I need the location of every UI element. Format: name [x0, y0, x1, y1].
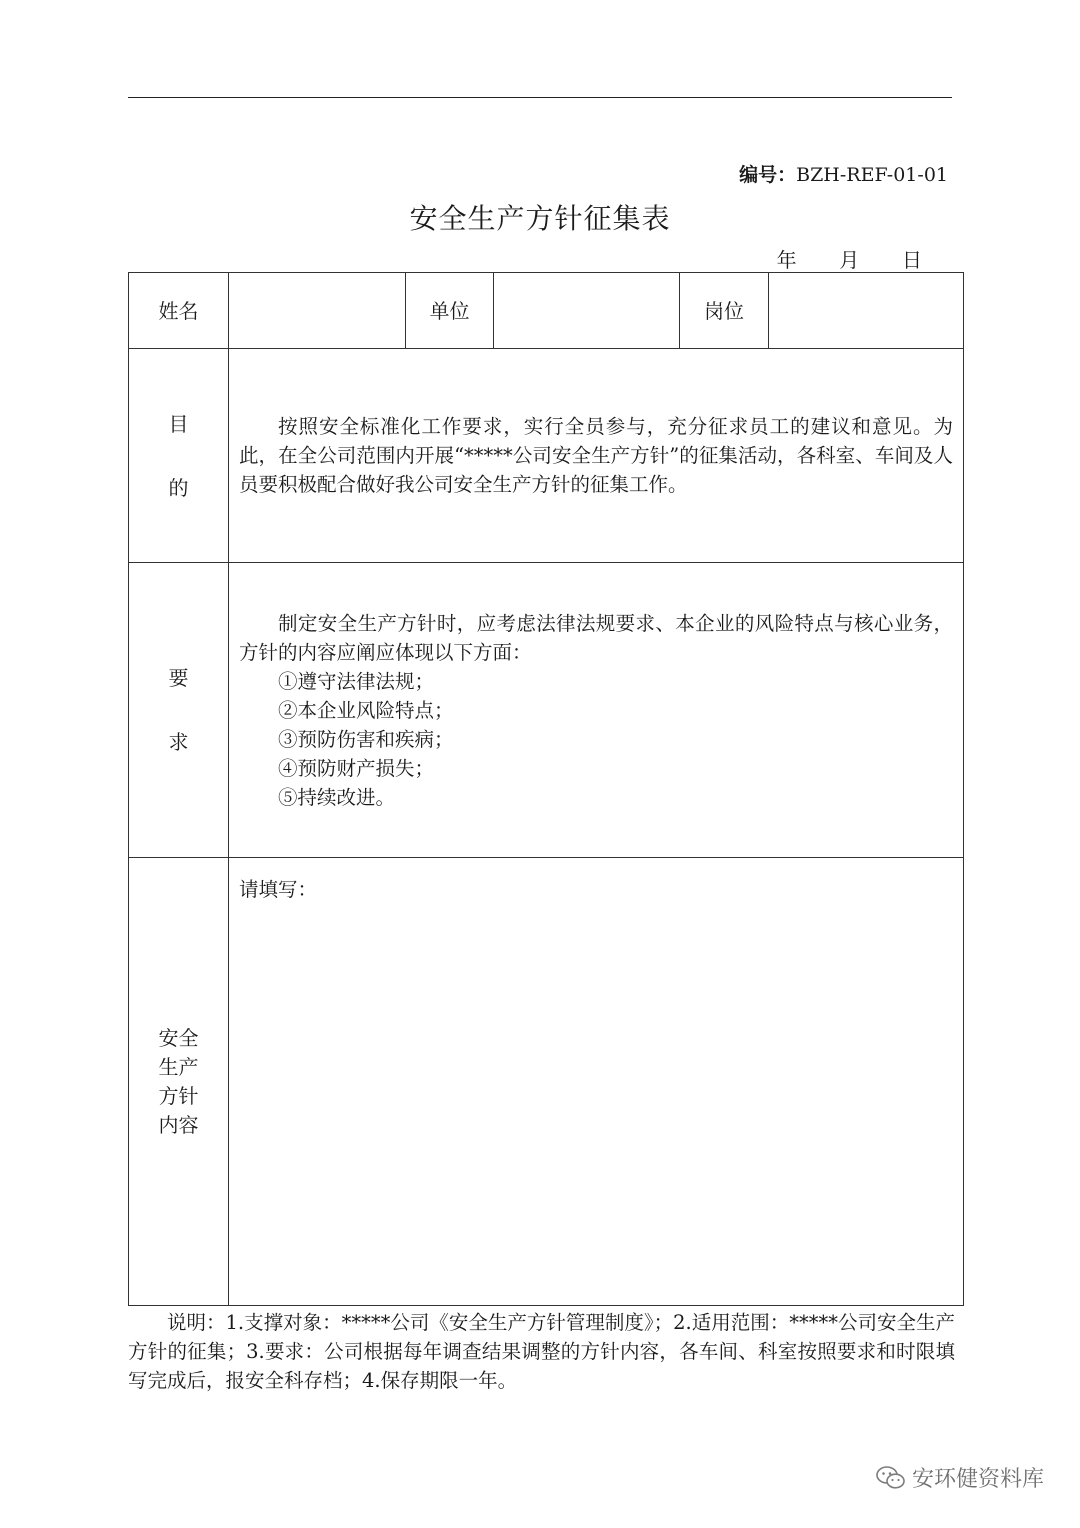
- header-rule: [128, 97, 952, 98]
- name-label: 姓名: [129, 273, 229, 349]
- purpose-text: 按照安全标准化工作要求，实行全员参与，充分征求员工的建议和意见。为此，在全公司范围内开展“*****公司安全生产方针”的征集活动，各科室、车间及人员要积极配合做好我公司安全生产方针的征集工作。: [239, 415, 953, 496]
- purpose-label-char: 目: [168, 411, 189, 436]
- document-code-label: 编号：: [739, 164, 797, 186]
- purpose-row: [129, 349, 964, 563]
- post-label: 岗位: [680, 273, 769, 349]
- unit-label: 单位: [406, 273, 494, 349]
- basic-info-row: [129, 273, 964, 349]
- requirement-item: ⑤持续改进。: [278, 785, 396, 809]
- watermark-text: 安环健资料库: [911, 1467, 1044, 1492]
- date-year-label: 年: [776, 248, 797, 272]
- unit-field[interactable]: [494, 273, 680, 349]
- purpose-text-cell: [229, 349, 964, 563]
- requirement-item: ③预防伤害和疾病；: [278, 727, 454, 751]
- requirements-label-char: 要: [168, 666, 189, 690]
- content-label-line: 方针: [158, 1083, 199, 1108]
- notes-paragraph: 说明：1.支撑对象：*****公司《安全生产方针管理制度》；2.适用范围：*****公司安全生产方针的征集；3.要求：公司根据每年调查结果调整的方针内容，各车间、科室按照要求和时限填写完成后，报安全科存档；4.保存期限一年。: [128, 1311, 955, 1392]
- document-title: 安全生产方针征集表: [409, 202, 671, 235]
- content-fill-prompt: 请填写：: [239, 878, 318, 901]
- content-label-line: 生产: [158, 1054, 199, 1079]
- collection-form-table: [128, 272, 964, 1306]
- purpose-label: [129, 349, 229, 563]
- date-day-label: 日: [902, 248, 922, 272]
- date-month-label: 月: [839, 248, 860, 272]
- name-field[interactable]: [229, 273, 406, 349]
- post-field[interactable]: [769, 273, 964, 349]
- requirement-item: ④预防财产损失；: [278, 756, 435, 780]
- document-code-value: BZH-REF-01-01: [796, 164, 948, 186]
- content-fill-area[interactable]: [229, 858, 964, 1306]
- content-label-line: 内容: [158, 1112, 199, 1137]
- content-row: [129, 858, 964, 1306]
- requirements-text-cell: [229, 563, 964, 858]
- content-label: [129, 858, 229, 1306]
- requirements-intro: 制定安全生产方针时，应考虑法律法规要求、本企业的风险特点与核心业务，方针的内容应阐应体现以下方面：: [239, 611, 953, 664]
- date-line: [777, 244, 922, 273]
- requirements-label-char: 求: [168, 730, 189, 754]
- document-code: [739, 160, 948, 187]
- watermark: [876, 1462, 1044, 1493]
- requirements-row: [129, 563, 964, 858]
- requirement-item: ①遵守法律法规；: [278, 669, 435, 693]
- requirement-item: ②本企业风险特点；: [278, 698, 454, 722]
- wechat-icon: [876, 1465, 906, 1491]
- requirements-label: [129, 563, 229, 858]
- content-label-line: 安全: [158, 1025, 199, 1050]
- purpose-label-char: 的: [168, 475, 189, 500]
